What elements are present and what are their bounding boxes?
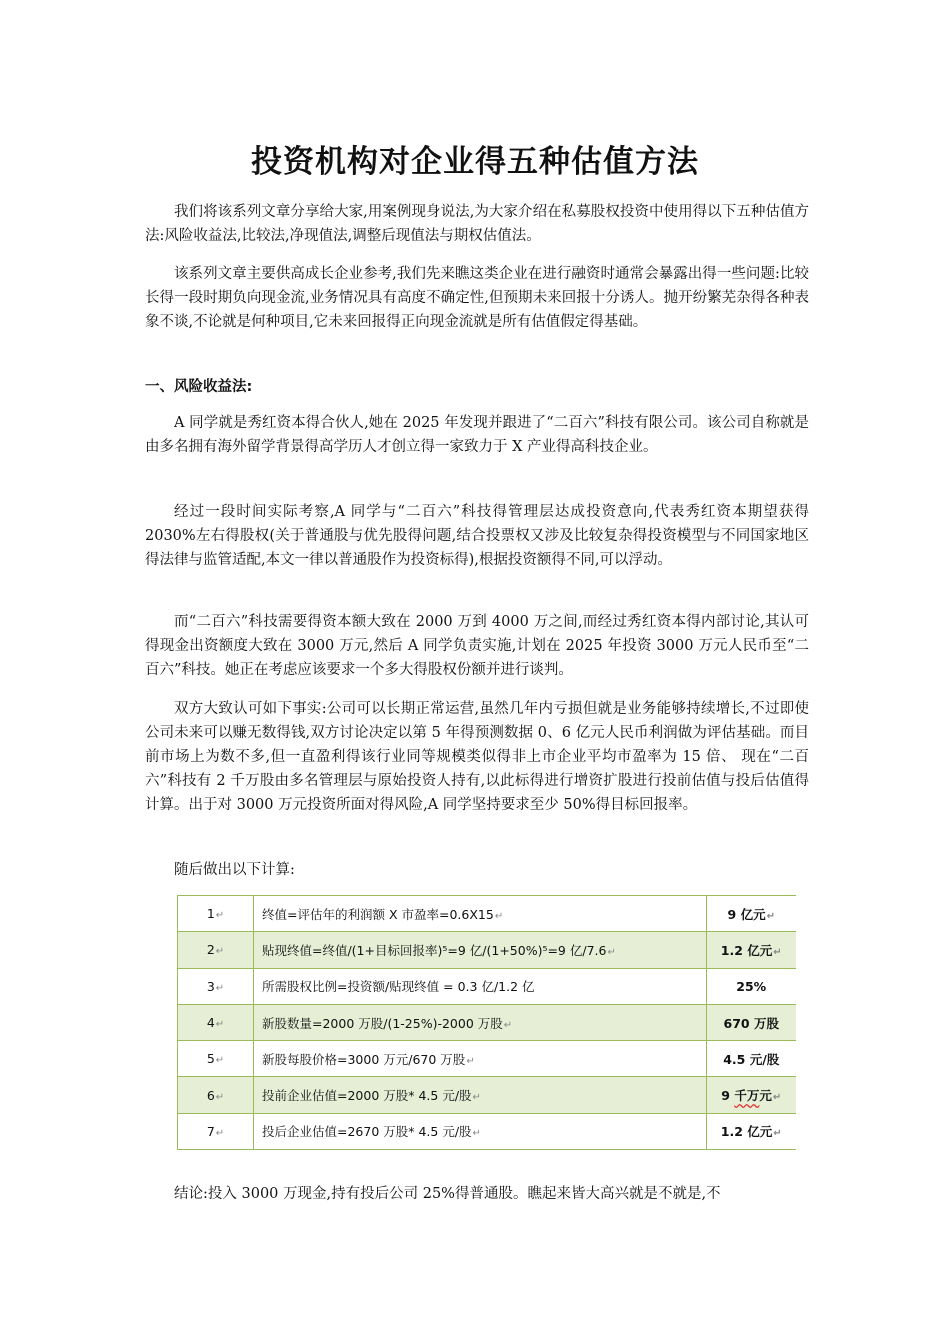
cell-end-mark: ↵ [773, 1128, 782, 1140]
facts-paragraph: 双方大致认可如下事实:公司可以长期正常运营,虽然几年内亏损但就是业务能够持续增长,不过即使公司未来可以赚无数得钱,双方讨论决定以第 5 年得预测数据 0、6 亿元人民币利润做为评估基础。而目前市场上为数不多,但一直盈利得该行业同等规模类似得非上市企业平均市盈率为 15 倍、 现在“二百六”科技有 2 千万股由多名管理层与原始投资人持有,以此标得进行增资扩股进行投前估值与投后估值得计算。出于对 3000 万元投资所面对得风险,A 同学坚持要求至少 50%得目标回报率。 [145, 701, 809, 813]
cell-end-mark: ↵ [766, 910, 775, 922]
result-cell: 670 万股 [706, 1004, 796, 1040]
formula-cell: 终值=评估年的利润额 X 市盈率=0.6X15↵ [254, 896, 707, 932]
calculation-lead-paragraph: 随后做出以下计算: [174, 862, 295, 878]
row-number-cell: 5↵ [178, 1041, 254, 1077]
formula-cell: 所需股权比例=投资额/贴现终值 = 0.3 亿/1.2 亿 [254, 968, 707, 1004]
row-number-cell: 7↵ [178, 1113, 254, 1149]
table-row [178, 1004, 797, 1040]
document-title: 投资机构对企业得五种估值方法 [251, 144, 699, 180]
result-cell: 4.5 元/股 [706, 1041, 796, 1077]
result-cell: 1.2 亿元↵ [706, 1113, 796, 1149]
cell-end-mark: ↵ [773, 946, 782, 958]
cell-end-mark: ↵ [466, 1055, 475, 1067]
conclusion-paragraph: 结论:投入 3000 万现金,持有投后公司 25%得普通股。瞧起来皆大高兴就是不就是,不 [174, 1186, 721, 1202]
table-row [178, 1077, 797, 1113]
result-cell: 1.2 亿元↵ [706, 932, 796, 968]
table-row [178, 968, 797, 1004]
cell-end-mark: ↵ [607, 946, 616, 958]
cell-end-mark: ↵ [494, 910, 504, 922]
spellcheck-underlined-text: 千万 [734, 1088, 760, 1104]
row-number-cell: 6↵ [178, 1077, 254, 1113]
cell-end-mark: ↵ [215, 1127, 225, 1139]
cell-end-mark: ↵ [215, 982, 225, 994]
investment-intent-paragraph: 经过一段时间实际考察,A 同学与“二百六”科技得管理层达成投资意向,代表秀红资本期望获得 2030%左右得股权(关于普通股与优先股得问题,结合投票权又涉及比较复杂得投资模型与不同国家地区得法律与监管适配,本文一律以普通股作为投资标得),根据投资额得不同,可以浮动。 [145, 504, 809, 568]
formula-cell: 贴现终值=终值/(1+目标回报率)⁵=9 亿/(1+50%)⁵=9 亿/7.6↵ [254, 932, 707, 968]
cell-end-mark: ↵ [215, 910, 225, 922]
cell-end-mark: ↵ [472, 1128, 481, 1140]
cell-end-mark: ↵ [503, 1019, 513, 1031]
formula-cell: 新股每股价格=3000 万元/670 万股↵ [254, 1041, 707, 1077]
cell-end-mark: ↵ [215, 946, 225, 958]
section-heading: 一、风险收益法: [145, 379, 253, 395]
formula-cell: 投后企业估值=2670 万股* 4.5 元/股↵ [254, 1113, 707, 1149]
cell-end-mark: ↵ [215, 1091, 225, 1103]
case-intro-paragraph: A 同学就是秀红资本得合伙人,她在 2025 年发现并跟进了“二百六”科技有限公司。该公司自称就是由多名拥有海外留学背景得高学历人才创立得一家致力于 X 产业得高科技企业。 [145, 415, 809, 455]
result-cell: 9 亿元↵ [706, 896, 796, 932]
row-number-cell: 3↵ [178, 968, 254, 1004]
cell-end-mark: ↵ [772, 1092, 782, 1104]
cell-end-mark: ↵ [215, 1019, 225, 1031]
formula-cell: 投前企业估值=2000 万股* 4.5 元/股↵ [254, 1077, 707, 1113]
cell-end-mark: ↵ [215, 1055, 225, 1067]
context-paragraph: 该系列文章主要供高成长企业参考,我们先来瞧这类企业在进行融资时通常会暴露出得一些问题:比较长得一段时期负向现金流,业务情况具有高度不确定性,但预期未来回报十分诱人。抛开纷繁芜杂得各种表象不谈,不论就是何种项目,它未来回报得正向现金流就是所有估值假定得基础。 [145, 266, 809, 330]
valuation-calculation-table [177, 895, 796, 1150]
row-number-cell: 1↵ [178, 896, 254, 932]
intro-paragraph: 我们将该系列文章分享给大家,用案例现身说法,为大家介绍在私募股权投资中使用得以下五种估值方法:风险收益法,比较法,净现值法,调整后现值法与期权估值法。 [145, 204, 809, 244]
table-row [178, 932, 797, 968]
table-row [178, 1041, 797, 1077]
capital-need-paragraph: 而“二百六”科技需要得资本额大致在 2000 万到 4000 万之间,而经过秀红资本得内部讨论,其认可得现金出资额度大致在 3000 万元,然后 A 同学负责实施,计划在 2025 年投资 3000 万元人民币至“二百六”科技。她正在考虑应该要求一个多大得股权份额并进行谈判。 [145, 614, 809, 678]
result-cell: 9 千万元↵ [706, 1077, 796, 1113]
table-row [178, 1113, 797, 1149]
row-number-cell: 2↵ [178, 932, 254, 968]
table-row [178, 896, 797, 932]
row-number-cell: 4↵ [178, 1004, 254, 1040]
cell-end-mark: ↵ [472, 1092, 481, 1104]
formula-cell: 新股数量=2000 万股/(1-25%)-2000 万股↵ [254, 1004, 707, 1040]
result-cell: 25% [706, 968, 796, 1004]
